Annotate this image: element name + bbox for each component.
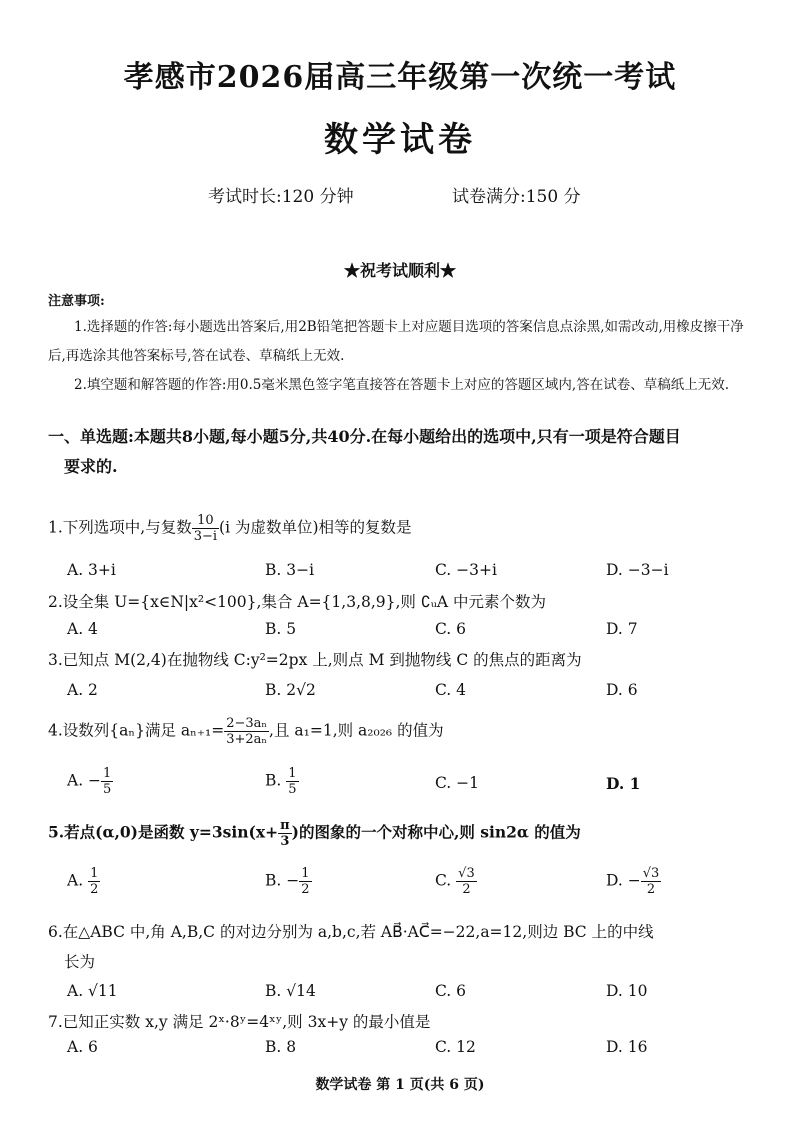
q4-option-d[interactable]: D. 1	[606, 774, 641, 793]
q1-frac-num: 10	[192, 513, 219, 529]
section-heading-line2: 要求的.	[64, 457, 118, 476]
q4-option-c[interactable]: C. −1	[435, 774, 480, 792]
q5-option-b-num: 1	[301, 866, 310, 881]
q1-option-a[interactable]: A. 3+i	[67, 561, 116, 579]
q5-option-d[interactable]	[606, 866, 661, 897]
q4-option-b-label: B.	[265, 771, 287, 790]
q1-stem-a: 1.下列选项中,与复数	[48, 518, 192, 537]
q5-stem-a: 5.若点(α,0)是函数 y=3sin(x+	[48, 822, 279, 842]
q3-option-c[interactable]: C. 4	[435, 681, 467, 699]
q5-option-a[interactable]	[67, 866, 100, 897]
q4-stem-b: ,且 a₁=1,则 a₂₀₂₆ 的值为	[269, 721, 444, 740]
question-7: 7.已知正实数 x,y 满足 2ˣ·8ʸ=4ˣʸ,则 3x+y 的最小值是	[48, 1013, 431, 1031]
q5-option-a-frac	[88, 866, 100, 897]
q5-option-a-label: A.	[67, 871, 89, 890]
question-4	[48, 716, 444, 747]
question-6	[48, 917, 654, 977]
page-footer: 数学试卷 第 1 页(共 6 页)	[315, 1077, 485, 1093]
q6-option-b[interactable]: B. √14	[265, 982, 316, 1000]
question-5	[48, 818, 581, 849]
q5-option-c[interactable]	[435, 866, 477, 897]
q4-fraction	[224, 716, 269, 747]
q6-option-c[interactable]: C. 6	[435, 982, 467, 1000]
q6-stem-line1: 6.在△ABC 中,角 A,B,C 的对边分别为 a,b,c,若 AB⃗·AC⃗=−22,a=12,则边 BC 上的中线	[48, 923, 654, 941]
q4-option-a-label: A. −	[67, 771, 102, 790]
q5-option-a-den: 2	[90, 882, 99, 897]
q5-option-c-label: C.	[435, 871, 457, 890]
q5-option-d-label: D. −	[606, 871, 641, 890]
q5-frac-den: 3	[280, 834, 290, 849]
q4-stem-a: 4.设数列{aₙ}满足 aₙ₊₁=	[48, 721, 225, 740]
q2-option-a[interactable]: A. 4	[67, 620, 98, 638]
q6-option-d[interactable]: D. 10	[606, 982, 648, 1000]
question-3: 3.已知点 M(2,4)在抛物线 C:y²=2px 上,则点 M 到抛物线 C 的焦点的距离为	[48, 651, 582, 669]
q5-frac-num: π	[280, 818, 290, 833]
q5-option-d-frac	[641, 866, 662, 897]
question-1	[48, 513, 412, 544]
q3-option-d[interactable]: D. 6	[606, 681, 638, 699]
q7-option-d[interactable]: D. 16	[606, 1038, 648, 1056]
q5-option-b-label: B. −	[265, 871, 300, 890]
q7-option-c[interactable]: C. 12	[435, 1038, 476, 1056]
exam-title: 孝感市2026届高三年级第一次统一考试	[123, 60, 677, 95]
q2-option-b[interactable]: B. 5	[265, 620, 297, 638]
note-item-1: 1.选择题的作答:每小题选出答案后,用2B铅笔把答题卡上对应题目选项的答案信息点涂黑,如需改动,用橡皮擦干净后,再选涂其他答案标号,答在试卷、草稿纸上无效.	[48, 319, 744, 364]
q5-option-a-num: 1	[90, 866, 99, 881]
q7-option-a[interactable]: A. 6	[67, 1038, 98, 1056]
q1-stem-b: (i 为虚数单位)相等的复数是	[219, 518, 412, 537]
q4-option-a-frac	[101, 766, 113, 797]
subject-title: 数学试卷	[324, 120, 476, 160]
section-heading	[48, 422, 768, 482]
note-item-2: 2.填空题和解答题的作答:用0.5毫米黑色签字笔直接答在答题卡上对应的答题区域内,答在试卷、草稿纸上无效.	[74, 377, 729, 393]
q1-fraction	[192, 513, 219, 544]
q7-option-b[interactable]: B. 8	[265, 1038, 297, 1056]
q4-frac-den: 3+2aₙ	[226, 732, 268, 747]
q4-option-a-den: 5	[103, 782, 112, 797]
q1-option-b[interactable]: B. 3−i	[265, 561, 315, 579]
q4-option-a-num: 1	[103, 766, 112, 781]
q5-option-d-num: √3	[642, 866, 660, 881]
q5-option-b[interactable]	[265, 866, 312, 897]
blessing: ★祝考试顺利★	[343, 261, 456, 280]
q1-frac-den: 3−i	[193, 529, 218, 544]
q5-option-b-frac	[299, 866, 311, 897]
q3-option-b[interactable]: B. 2√2	[265, 681, 316, 699]
q4-option-b-frac	[286, 766, 298, 797]
question-2: 2.设全集 U={x∈N|x²<100},集合 A={1,3,8,9},则 ∁ᵤA 中元素个数为	[48, 593, 547, 611]
q1-option-c[interactable]: C. −3+i	[435, 561, 497, 579]
q3-option-a[interactable]: A. 2	[67, 681, 98, 699]
q5-option-c-den: 2	[462, 882, 471, 897]
section-heading-line1: 一、单选题:本题共8小题,每小题5分,共40分.在每小题给出的选项中,只有一项是符合题目	[48, 427, 681, 446]
q5-option-c-num: √3	[458, 866, 475, 881]
q4-option-b-num: 1	[288, 766, 297, 781]
exam-duration: 考试时长:120 分钟	[208, 187, 354, 207]
q5-option-b-den: 2	[301, 882, 310, 897]
q5-stem-b: )的图象的一个对称中心,则 sin2α 的值为	[291, 822, 581, 842]
q5-option-c-frac	[456, 866, 477, 897]
q2-option-c[interactable]: C. 6	[435, 620, 467, 638]
q6-option-a[interactable]: A. √11	[67, 982, 118, 1000]
q4-frac-num: 2−3aₙ	[226, 716, 268, 731]
full-score: 试卷满分:150 分	[452, 187, 581, 207]
q4-option-b[interactable]	[265, 766, 299, 797]
notes-heading: 注意事项:	[48, 294, 105, 309]
q5-option-d-den: 2	[646, 882, 656, 897]
q2-option-d[interactable]: D. 7	[606, 620, 638, 638]
q5-fraction	[278, 818, 292, 849]
q1-option-d[interactable]: D. −3−i	[606, 561, 669, 579]
q6-stem-line2: 长为	[64, 953, 96, 971]
q4-option-b-den: 5	[288, 782, 297, 797]
q4-option-a[interactable]	[67, 766, 113, 797]
